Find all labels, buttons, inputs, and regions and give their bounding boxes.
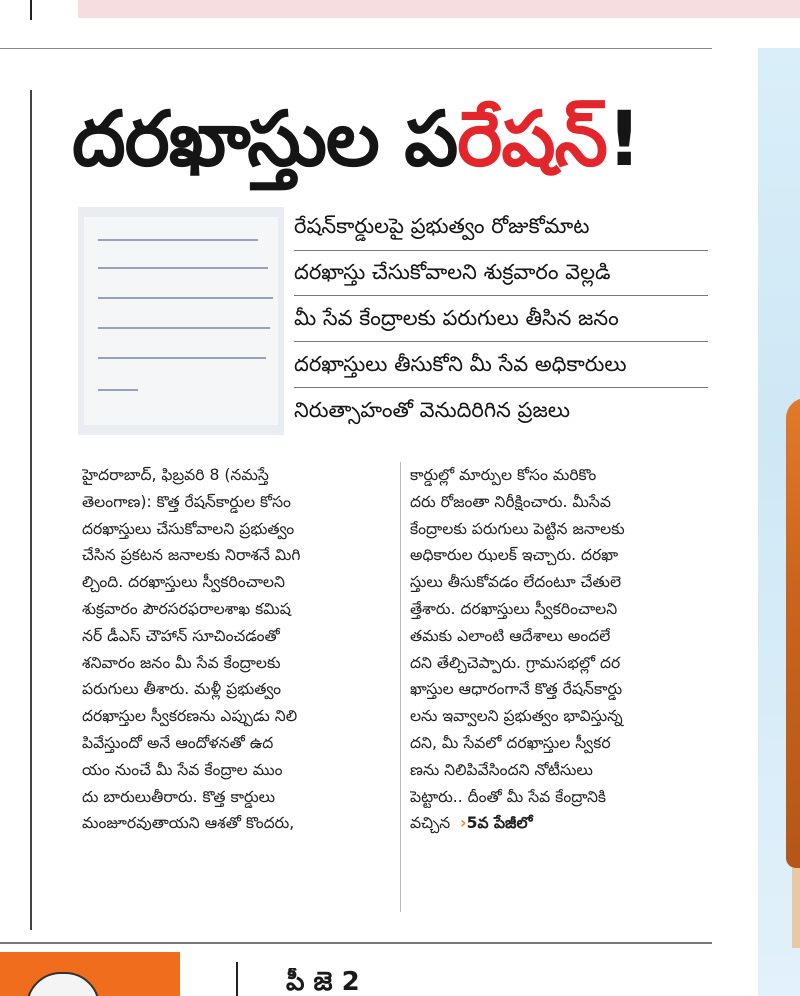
deck-line-5: నిరుత్సాహంతో వెనుదిరిగిన ప్రజలు [294,398,570,422]
body-right-line: ణను నిలిపివేసిందని నోటీసులు [410,760,593,779]
body-right-line: త్తేశారు. దరఖాస్తులు స్వీకరించాలని [410,599,618,618]
deck-rule [294,387,708,388]
left-column-rule [30,90,32,930]
body-right-line: లను ఇవ్వాలని ప్రభుత్వం భావిస్తున్న [410,707,623,726]
scribble-line [98,389,138,391]
body-column-left [82,462,392,837]
notice-paper [84,217,278,425]
bottom-rule [0,942,712,944]
scribble-line [98,297,273,299]
body-right-line: అధికారుల ఝలక్ ఇచ్చారు. దరఖా [410,546,619,565]
body-right-line: దరు రోజంతా నిరీక్షించారు. మీసేవ [410,492,611,511]
headline [72,84,732,194]
adjacent-photo [758,48,800,996]
body-column-right [410,462,710,837]
scribble-line [98,239,258,241]
body-right-line: ఖాస్తుల ఆధారంగానే కొత్త రేషన్‌కార్డు [410,680,623,699]
body-right-line: కేంద్రాలకు పరుగులు పెట్టిన జనాలకు [410,519,625,538]
body-left-line: పివేస్తుందో అనే ఆందోళనతో ఉద [82,733,274,752]
body-left-line: నర్ డీఎస్ చౌహాన్ సూచించడంతో [82,626,280,645]
body-left-line: దరఖాస్తుల స్వీకరణను ఎప్పుడు నిలి [82,707,298,726]
body-left-line: శనివారం జనం మీ సేవ కేంద్రాలకు [82,653,281,672]
body-right-last-line [410,810,710,837]
body-left-line: ల్చింది. దరఖాస్తులు స్వీకరించాలని [82,573,285,592]
column-separator [400,462,401,912]
column-divider [30,0,32,20]
body-right-line: తమకు ఎలాంటి ఆదేశాలు అందలే [410,626,611,645]
body-right-line: స్తులు తీసుకోవడం లేదంటూ చేతులె [410,573,622,592]
deck-rule [294,341,708,342]
deck-rule [294,250,708,251]
continued-page-link[interactable]: 5వ పేజీలో [466,814,533,833]
body-left-line: దు బారులుతీరారు. కొత్త కార్డులు [82,787,276,806]
body-left-line: యం నుంచే మీ సేవ కేంద్రాల ముం [82,760,283,779]
body-right-line: పెట్టారు.. దీంతో మీ సేవ కేంద్రానికి [410,787,607,806]
headline-part-2: రేషన్ [457,94,607,183]
scribble-line [98,267,268,269]
bulb-illustration [26,972,100,996]
scribble-line [98,357,266,359]
body-left-line: హైదరాబాద్, ఫిబ్రవరి 8 (నమస్తే [82,466,269,484]
deck-line-4: దరఖాస్తులు తీసుకోని మీ సేవ అధికారులు [294,352,627,376]
body-right-line: కార్డుల్లో మార్పుల కోసం మరికొం [410,466,597,484]
handwritten-notice-photo [78,207,284,435]
body-left-line: శుక్రవారం పౌరసరఫరాలశాఖ కమిష [82,599,291,618]
scribble-line [98,327,270,329]
top-ad-strip [78,0,800,18]
body-right-line: దని తేల్చిచెప్పారు. గ్రామసభల్లో దర [410,653,621,672]
body-right-line: దని, మీ సేవలో దరఖాస్తుల స్వీకర [410,733,611,752]
body-left-line: చేసిన ప్రకటన జనాలకు నిరాశనే మిగి [82,546,301,565]
body-left-line: తెలంగాణ): కొత్త రేషన్‌కార్డుల కోసం [82,492,291,511]
deck-line-1: రేషన్‌కార్డులపై ప్రభుత్వం రోజుకోమాట [294,214,590,238]
next-headline-snippet: పీ జె 2 [286,968,360,996]
body-left-line: దరఖాస్తులు చేసుకోవాలని ప్రభుత్వం [82,519,295,538]
top-rule [0,48,712,49]
deck-line-3: మీ సేవ కేంద్రాలకు పరుగులు తీసిన జనం [294,306,619,330]
bottom-ad-graphic [0,952,180,996]
headline-exclaim: ! [606,94,641,183]
continue-arrow-icon: › [460,814,467,833]
last-line-text: వచ్చిన [410,814,451,833]
body-left-line: మంజూరవుతాయని ఆశతో కొందరు, [82,814,295,833]
top-strip [0,0,800,28]
person-figure [786,398,800,868]
person-hand [792,868,800,948]
deck-line-2: దరఖాస్తు చేసుకోవాలని శుక్రవారం వెల్లడి [294,260,611,284]
deck-rule [294,295,708,296]
body-left-line: పరుగులు తీశారు. మళ్లీ ప్రభుత్వం [82,680,282,699]
headline-part-1: దరఖాస్తుల ప [72,94,458,183]
bottom-column-divider [236,962,238,996]
